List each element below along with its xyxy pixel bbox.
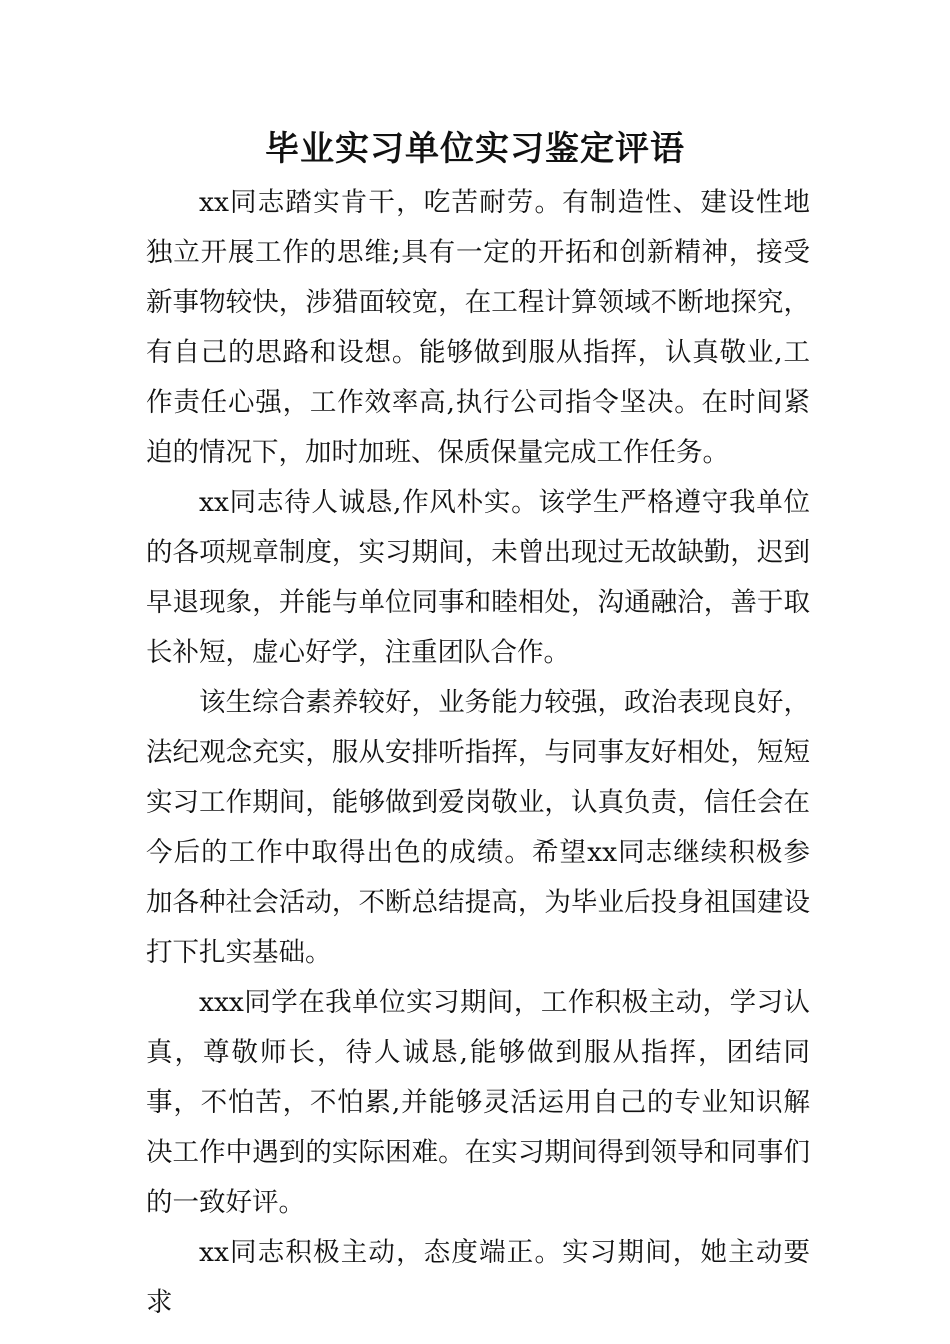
paragraph-2: xx同志待人诚恳,作风朴实。该学生严格遵守我单位的各项规章制度，实习期间，未曾出现过无故缺勤，迟到早退现象，并能与单位同事和睦相处，沟通融洽，善于取长补短，虚心好学，注重团队合作。 — [146, 487, 810, 668]
document-body — [146, 178, 810, 1328]
document-title: 毕业实习单位实习鉴定评语 — [265, 129, 685, 169]
paragraph-5: xx同志积极主动，态度端正。实习期间，她主动要求 — [146, 1237, 810, 1318]
paragraph-4: xxx同学在我单位实习期间，工作积极主动，学习认真，尊敬师长，待人诚恳,能够做到服从指挥，团结同事，不怕苦，不怕累,并能够灵活运用自己的专业知识解决工作中遇到的实际困难。在实习期间得到领导和同事们的一致好评。 — [146, 987, 810, 1218]
paragraph-3: 该生综合素养较好，业务能力较强，政治表现良好，法纪观念充实，服从安排听指挥，与同事友好相处，短短实习工作期间，能够做到爱岗敬业，认真负责，信任会在今后的工作中取得出色的成绩。希望xx同志继续积极参加各种社会活动，不断总结提高，为毕业后投身祖国建设打下扎实基础。 — [146, 687, 810, 968]
paragraph-1: xx同志踏实肯干，吃苦耐劳。有制造性、建设性地独立开展工作的思维;具有一定的开拓和创新精神，接受新事物较快，涉猎面较宽，在工程计算领域不断地探究，有自己的思路和设想。能够做到服从指挥，认真敬业,工作责任心强，工作效率高,执行公司指令坚决。在时间紧迫的情况下，加时加班、保质保量完成工作任务。 — [146, 187, 810, 468]
